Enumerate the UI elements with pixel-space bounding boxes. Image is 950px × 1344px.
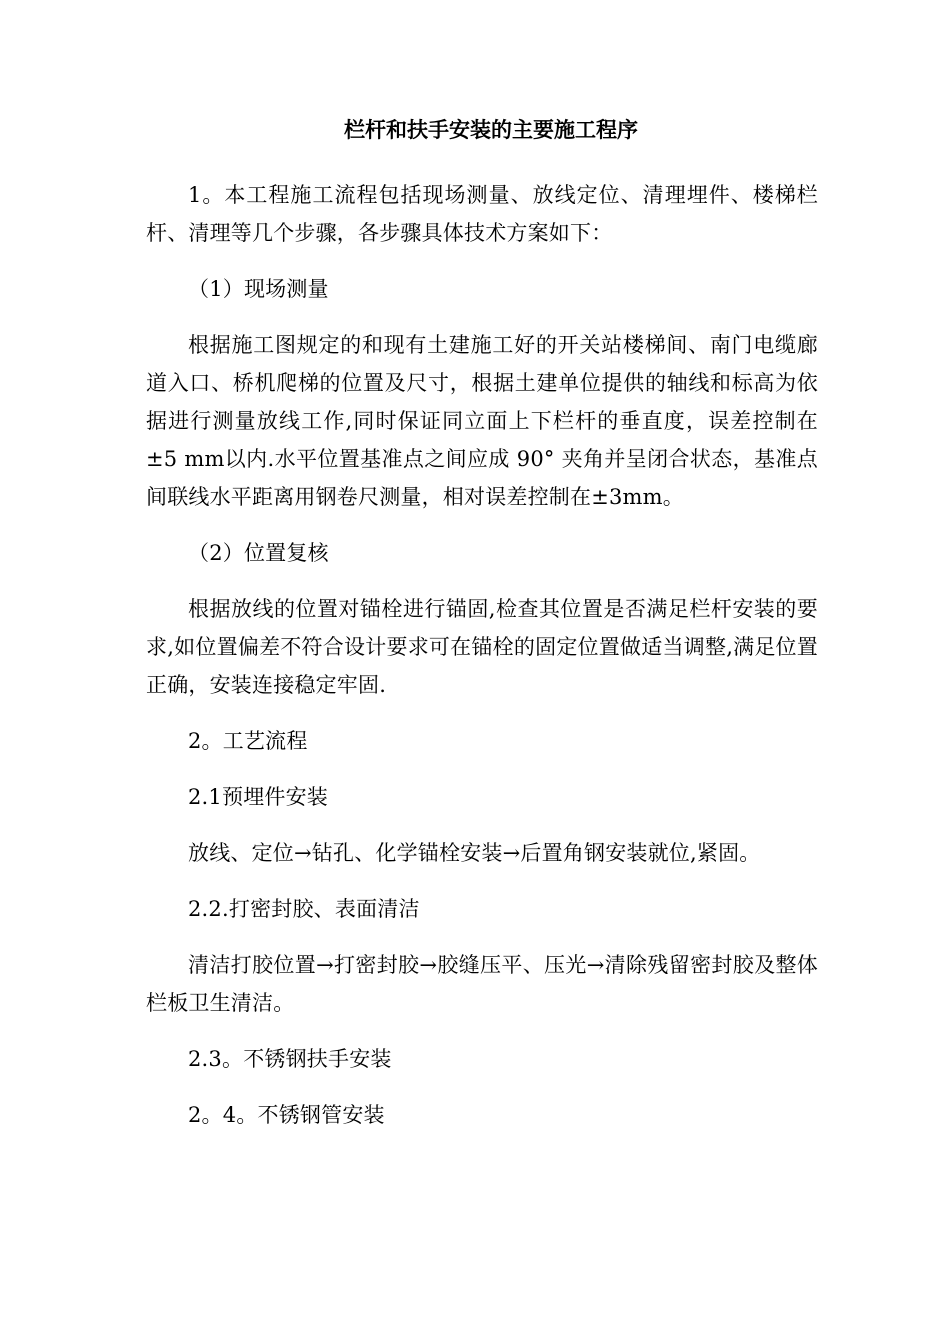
document-page [146, 114, 818, 1152]
paragraph-intro: 1。本工程施工流程包括现场测量、放线定位、清理埋件、楼梯栏杆、清理等几个步骤，各步骤具体技术方案如下： [146, 183, 818, 245]
heading-embedded-parts: 2.1预埋件安装 [188, 785, 328, 809]
heading-sealant: 2.2.打密封胶、表面清洁 [188, 897, 420, 921]
document-title: 栏杆和扶手安装的主要施工程序 [344, 117, 638, 142]
paragraph-site-survey: 根据施工图规定的和现有土建施工好的开关站楼梯间、南门电缆廊道入口、桥机爬梯的位置及尺寸，根据土建单位提供的轴线和标高为依据进行测量放线工作,同时保证同立面上下栏杆的垂直度，误差控制在±5 mm以内.水平位置基准点之间应成 90° 夹角并呈闭合状态，基准点间联线水平距离用钢卷尺测量，相对误差控制在±3mm。 [146, 333, 818, 509]
heading-position-check: （2）位置复核 [188, 541, 329, 565]
heading-site-survey: （1）现场测量 [188, 277, 329, 301]
heading-handrail: 2.3。不锈钢扶手安装 [188, 1047, 392, 1071]
paragraph-sealant: 清洁打胶位置→打密封胶→胶缝压平、压光→清除残留密封胶及整体栏板卫生清洁。 [146, 953, 818, 1015]
heading-steel-pipe: 2。4。不锈钢管安装 [188, 1103, 385, 1127]
paragraph-position-check: 根据放线的位置对锚栓进行锚固,检查其位置是否满足栏杆安装的要求,如位置偏差不符合设计要求可在锚栓的固定位置做适当调整,满足位置正确，安装连接稳定牢固. [146, 597, 818, 697]
paragraph-embedded-parts: 放线、定位→钻孔、化学锚栓安装→后置角钢安装就位,紧固。 [188, 841, 761, 865]
heading-process-flow: 2。工艺流程 [188, 729, 308, 753]
